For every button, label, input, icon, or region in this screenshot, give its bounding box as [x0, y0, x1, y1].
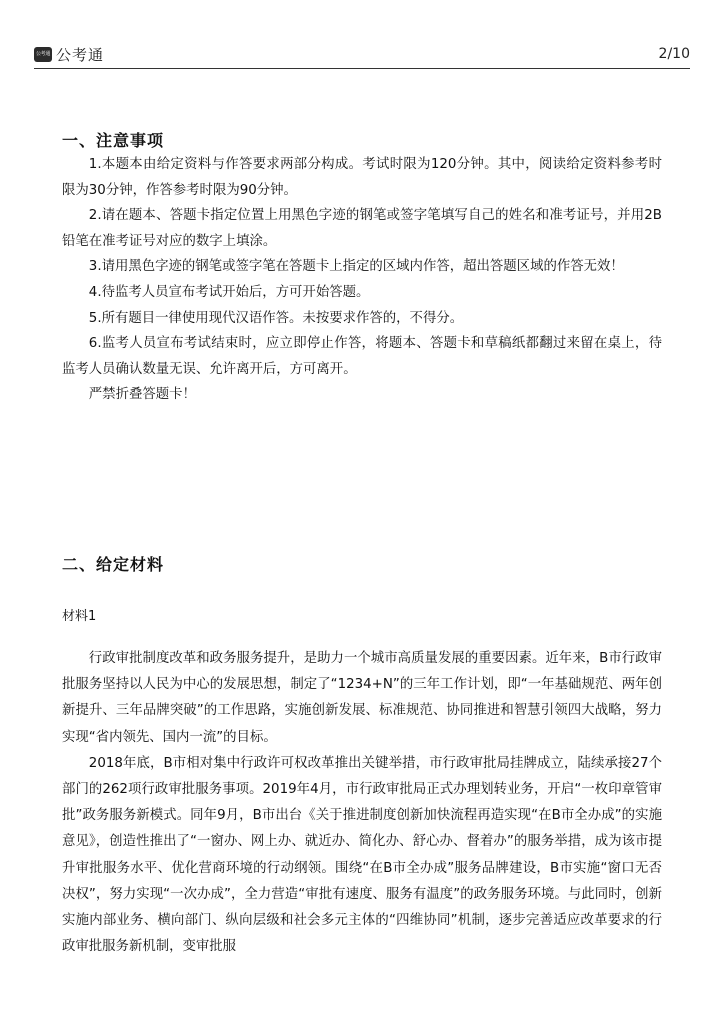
note-item: 1.本题本由给定资料与作答要求两部分构成。考试时限为120分钟。其中，阅读给定资料参考时限为30分钟，作答参考时限为90分钟。	[62, 157, 662, 198]
logo-text: 公考通	[56, 46, 105, 64]
note-item: 严禁折叠答题卡！	[88, 387, 196, 403]
notes-list	[62, 152, 662, 408]
note-item: 4.待监考人员宣布考试开始后，方可开始答题。	[88, 284, 370, 300]
material-paragraph: 2018年底，B市相对集中行政许可权改革推出关键举措，市行政审批局挂牌成立，陆续承接27个部门的262项行政审批服务事项。2019年4月，市行政审批局正式办理划转业务，开启“一枚印章管审批”政务服务新模式。同年9月，B市出台《关于推进制度创新加快流程再造实现“在B市全办成”的实施意见》，创造性推出了“一窗办、网上办、就近办、简化办、舒心办、督着办”的服务举措，成为该市提升审批服务水平、优化营商环境的行动纲领。围绕“在B市全办成”服务品牌建设，B市实施“窗口无否决权”，努力实现“一次办成”，全力营造“审批有速度、服务有温度”的政务服务环境。与此同时，创新实施内部业务、横向部门、纵向层级和社会多元主体的“四维协同”机制，逐步完善适应改革要求的行政审批服务新机制，变审批服	[62, 755, 662, 955]
material-label: 材料1	[62, 609, 97, 624]
brand-logo	[34, 44, 104, 65]
material-paragraph: 行政审批制度改革和政务服务提升，是助力一个城市高质量发展的重要因素。近年来，B市行政审批服务坚持以人民为中心的发展思想，制定了“1234+N”的三年工作计划，即“一年基础规范、两年创新提升、三年品牌突破”的工作思路，实施创新发展、标准规范、协同推进和智慧引领四大战略，努力实现“省内领先、国内一流”的目标。	[62, 651, 662, 745]
logo-icon: 公考通	[34, 47, 52, 62]
header-divider	[34, 68, 690, 69]
page-number: 2/10	[658, 46, 690, 62]
section-title-materials: 二、给定材料	[62, 555, 165, 574]
page-header	[34, 44, 690, 74]
section-title-notes: 一、注意事项	[62, 131, 165, 150]
note-item: 2.请在题本、答题卡指定位置上用黑色字迹的钢笔或签字笔填写自己的姓名和准考证号，并用2B铅笔在准考证号对应的数字上填涂。	[62, 208, 662, 249]
note-item: 6.监考人员宣布考试结束时，应立即停止作答，将题本、答题卡和草稿纸都翻过来留在桌上，待监考人员确认数量无误、允许离开后，方可离开。	[62, 336, 662, 377]
note-item: 5.所有题目一律使用现代汉语作答。未按要求作答的，不得分。	[88, 310, 464, 326]
material-body	[62, 646, 662, 960]
note-item: 3.请用黑色字迹的钢笔或签字笔在答题卡上指定的区域内作答，超出答题区域的作答无效！	[88, 259, 624, 275]
